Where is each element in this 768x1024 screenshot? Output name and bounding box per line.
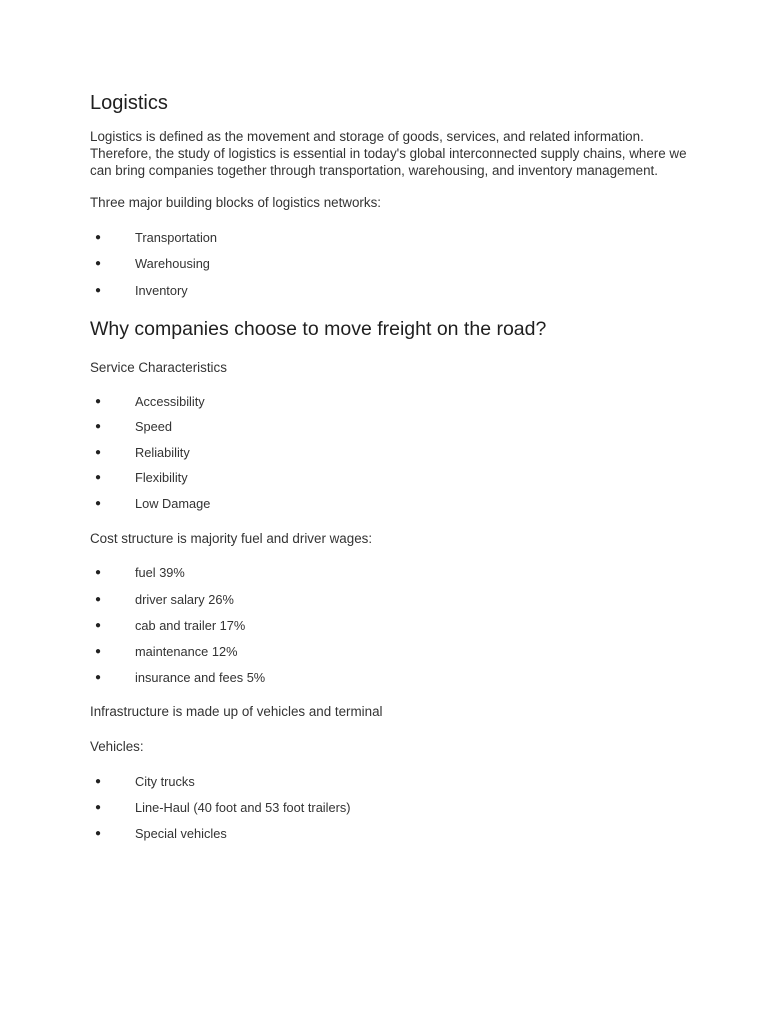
list-item	[90, 496, 590, 512]
list-item	[90, 256, 590, 272]
list-item	[90, 419, 590, 435]
bullet-icon: ●	[95, 620, 102, 631]
list-item	[90, 644, 590, 660]
list-item-text: Line-Haul (40 foot and 53 foot trailers)	[135, 800, 351, 815]
blocks-heading: Three major building blocks of logistics networks:	[90, 195, 381, 210]
bullet-icon: ●	[95, 567, 102, 578]
list-item-text: Warehousing	[135, 256, 210, 271]
list-item-text: Reliability	[135, 445, 190, 460]
list-item	[90, 800, 590, 816]
bullet-icon: ●	[95, 828, 102, 839]
list-item-text: Inventory	[135, 283, 188, 298]
list-item	[90, 592, 590, 608]
list-item-text: Accessibility	[135, 394, 205, 409]
bullet-icon: ●	[95, 421, 102, 432]
list-item-text: Special vehicles	[135, 826, 227, 841]
bullet-icon: ●	[95, 232, 102, 243]
list-item-text: driver salary 26%	[135, 592, 234, 607]
list-item-text: City trucks	[135, 774, 195, 789]
bullet-icon: ●	[95, 498, 102, 509]
bullet-icon: ●	[95, 672, 102, 683]
bullet-icon: ●	[95, 447, 102, 458]
bullet-icon: ●	[95, 285, 102, 296]
list-item-text: Transportation	[135, 230, 218, 245]
list-item-text: cab and trailer 17%	[135, 618, 246, 633]
list-item-text: Flexibility	[135, 470, 188, 485]
list-item	[90, 774, 590, 790]
vehicles-heading: Vehicles:	[90, 739, 144, 754]
page-title: Logistics	[90, 92, 168, 114]
list-item-text: maintenance 12%	[135, 644, 238, 659]
list-item	[90, 283, 590, 299]
section-heading: Why companies choose to move freight on the road?	[90, 318, 547, 340]
infrastructure-text: Infrastructure is made up of vehicles and terminal	[90, 704, 383, 719]
cost-heading: Cost structure is majority fuel and driver wages:	[90, 531, 373, 546]
list-item	[90, 670, 590, 686]
list-item	[90, 618, 590, 634]
intro-paragraph: Logistics is defined as the movement and storage of goods, services, and related information. Therefore, the study of logistics is essential in today's global interconnected supply chains, where we can bring companies together through transportation, warehousing, and inventory management.	[90, 129, 687, 178]
list-item	[90, 826, 590, 842]
list-item-text: fuel 39%	[135, 565, 185, 580]
bullet-icon: ●	[95, 472, 102, 483]
bullet-icon: ●	[95, 258, 102, 269]
list-item	[90, 565, 590, 581]
bullet-icon: ●	[95, 802, 102, 813]
list-item-text: insurance and fees 5%	[135, 670, 266, 685]
bullet-icon: ●	[95, 396, 102, 407]
service-heading: Service Characteristics	[90, 360, 227, 375]
list-item-text: Speed	[135, 419, 173, 434]
bullet-icon: ●	[95, 646, 102, 657]
bullet-icon: ●	[95, 594, 102, 605]
bullet-icon: ●	[95, 776, 102, 787]
list-item	[90, 394, 590, 410]
list-item	[90, 445, 590, 461]
list-item-text: Low Damage	[135, 496, 211, 511]
list-item	[90, 470, 590, 486]
list-item	[90, 230, 590, 246]
